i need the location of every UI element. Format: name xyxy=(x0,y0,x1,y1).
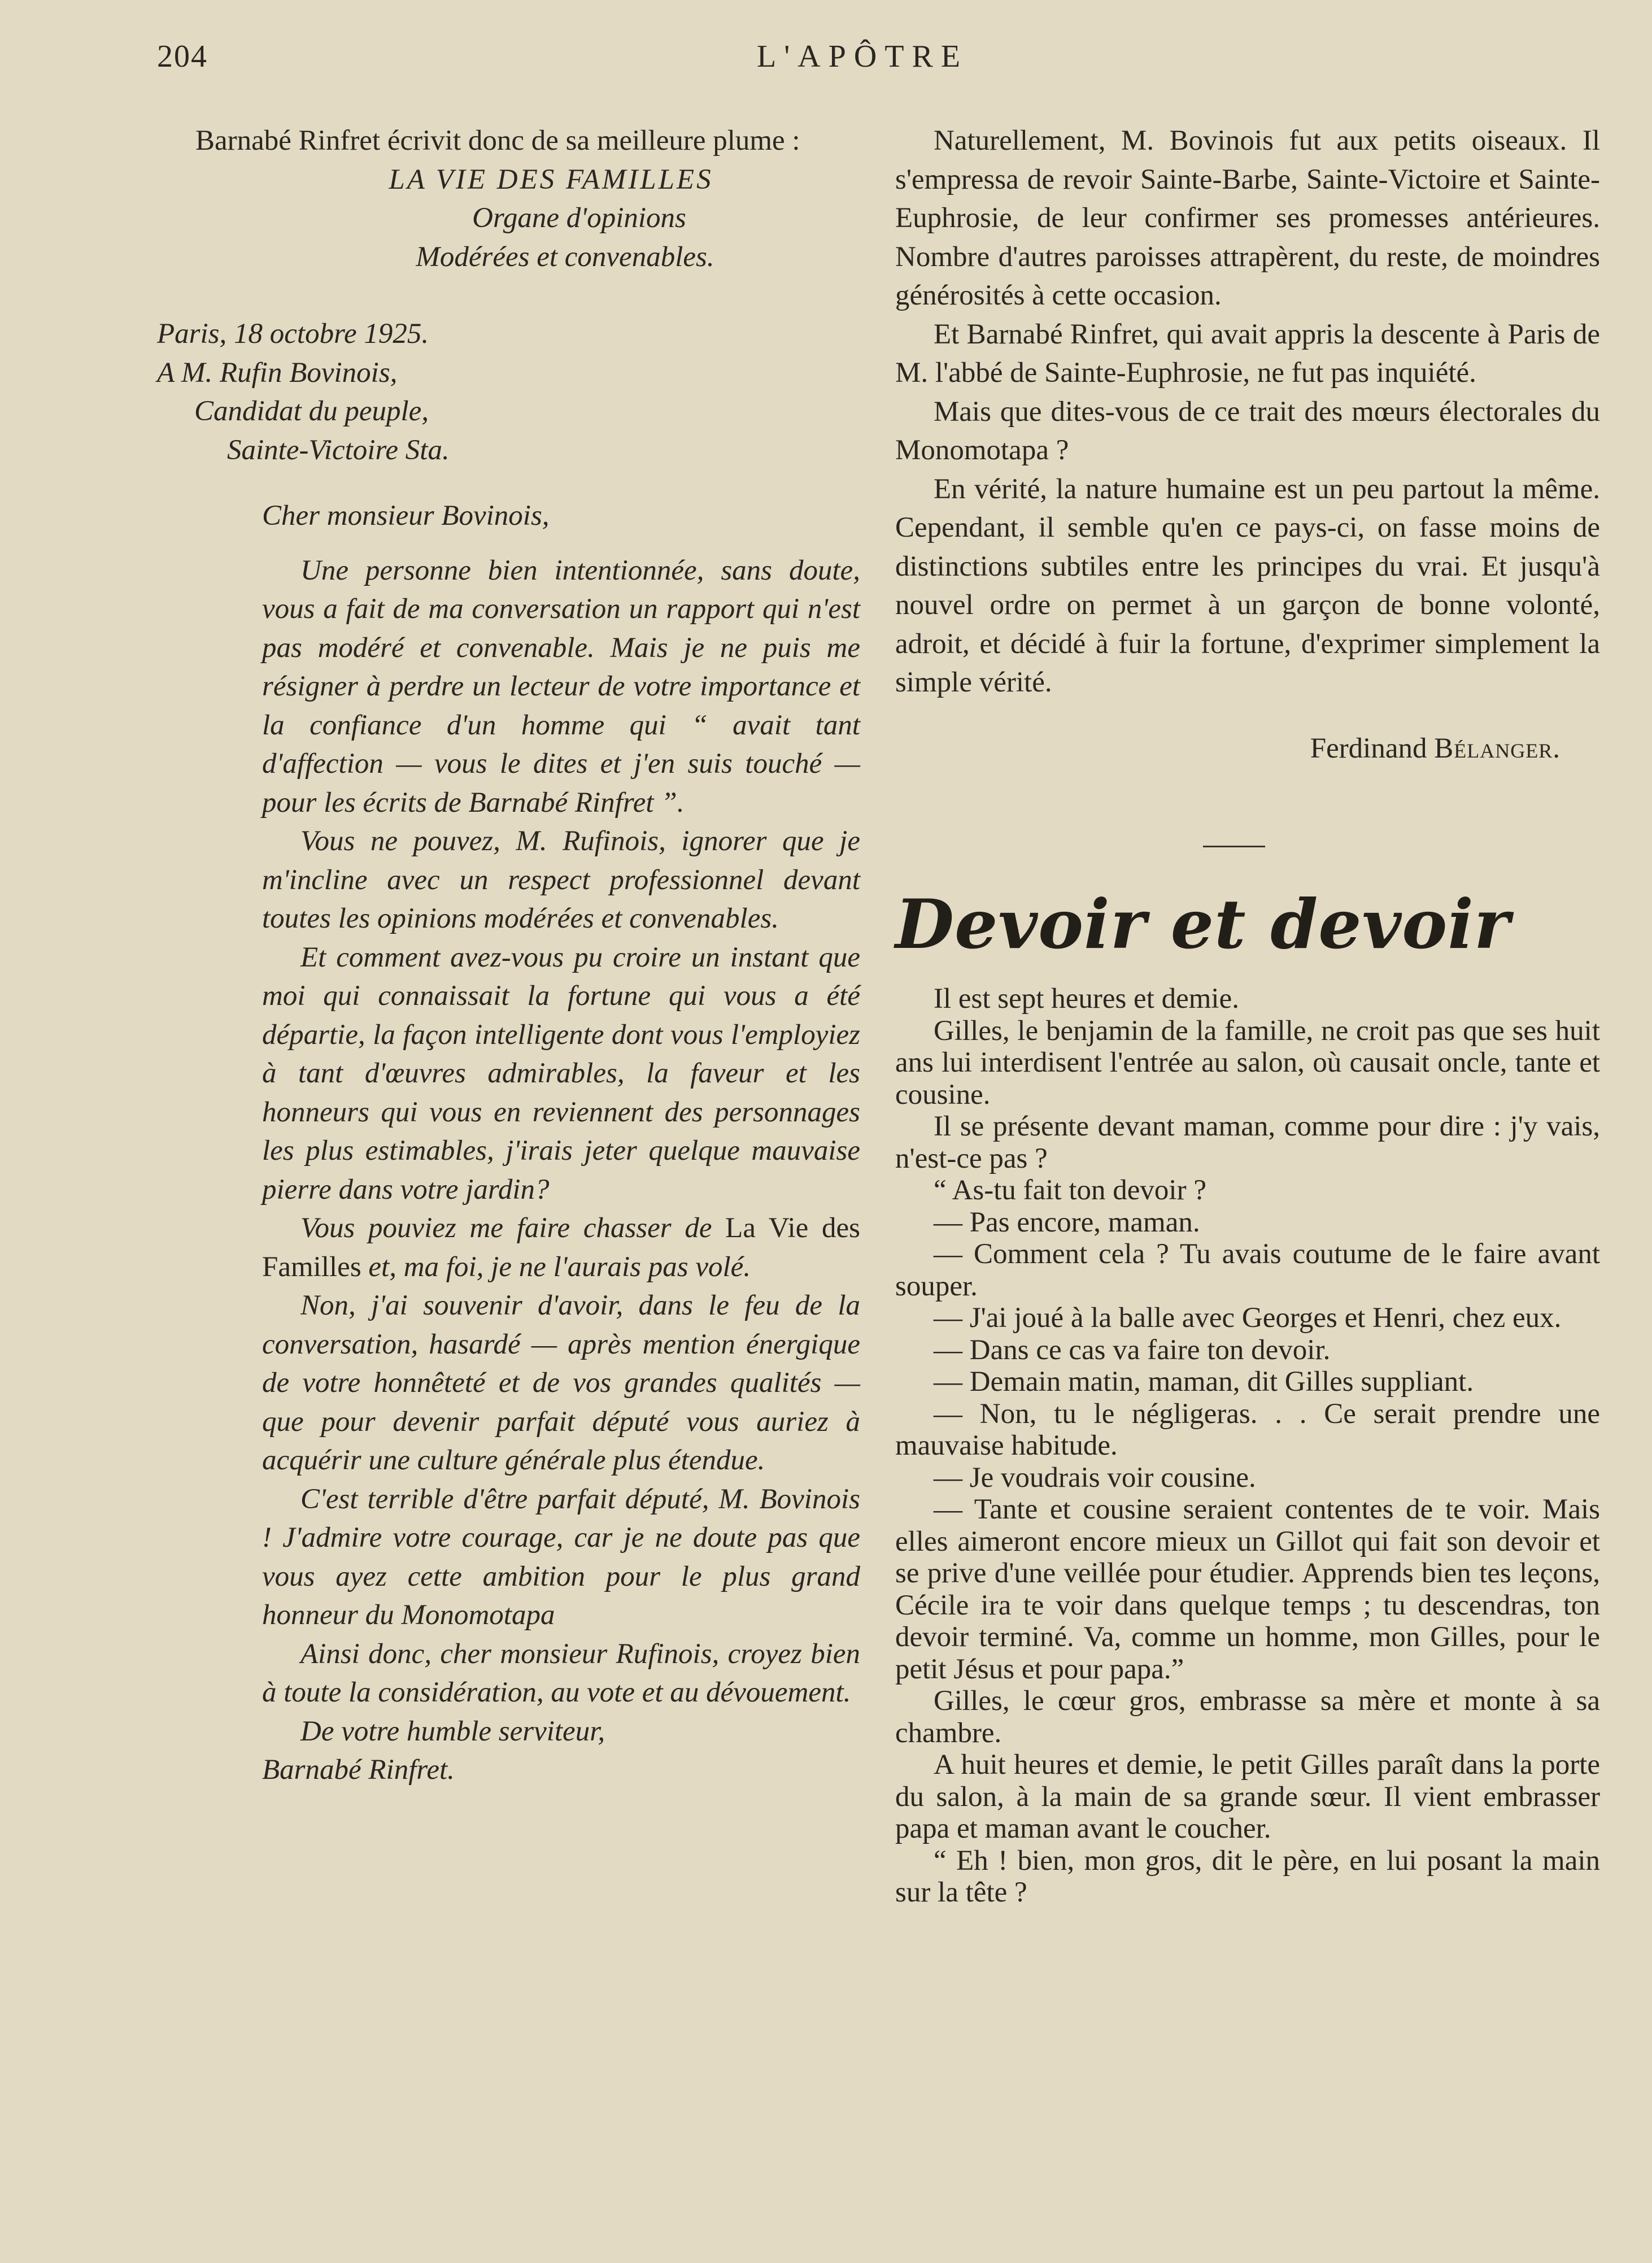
letter-paragraph: Non, j'ai souvenir d'avoir, dans le feu de la conversation, hasardé — après mention énergique de votre honnêteté et de vos grandes qualités — que pour devenir parfait député vous auriez à acquérir une culture générale plus étendue. xyxy=(262,1290,860,1476)
story-headline: Devoir et devoir xyxy=(895,885,1511,964)
letter-body xyxy=(262,551,860,1790)
letter-salutation: Cher monsieur Bovinois, xyxy=(262,500,550,532)
author-last-name: Bélanger. xyxy=(1434,732,1561,764)
newspaper-name: La Vie des Familles xyxy=(262,1212,860,1283)
masthead-title: LA VIE DES FAMILLES xyxy=(389,163,713,195)
left-column xyxy=(157,121,860,1790)
newspaper-masthead xyxy=(157,160,860,277)
author-first-name: Ferdinand xyxy=(1310,732,1435,764)
masthead-tagline: Modérées et convenables. xyxy=(416,241,714,273)
story-paragraph: Il est sept heures et demie. xyxy=(934,983,1239,1015)
journal-title: L'APÔTRE xyxy=(757,39,969,74)
story-paragraph: — Demain matin, maman, dit Gilles suppliant. xyxy=(934,1366,1474,1398)
letter-paragraph: Vous ne pouvez, M. Rufinois, ignorer que je m'incline avec un respect professionnel devant toutes les opinions modérées et convenables. xyxy=(262,825,860,934)
running-head xyxy=(0,38,1652,84)
letter-closing: De votre humble serviteur, xyxy=(300,1715,605,1747)
address-line-2: Candidat du peuple, xyxy=(194,395,429,427)
letter-text: et, ma foi, je ne l'aurais pas volé. xyxy=(361,1251,751,1283)
letter-date: Paris, 18 octobre 1925. xyxy=(157,318,429,350)
masthead-subtitle: Organe d'opinions xyxy=(472,202,686,234)
letter-signature: Barnabé Rinfret. xyxy=(262,1754,455,1786)
page-number: 204 xyxy=(157,39,208,74)
story-paragraph: — Pas encore, maman. xyxy=(934,1206,1200,1238)
article-paragraph: Naturellement, M. Bovinois fut aux petits oiseaux. Il s'empressa de revoir Sainte-Barbe, Sainte-Victoire et Sainte-Euphrosie, de leur confirmer ses promesses antérieures. Nombre d'autres paroisses attrapèrent, du reste, de moindres générosités à cette occasion. xyxy=(895,125,1600,311)
story-paragraph: Gilles, le benjamin de la famille, ne croit pas que ses huit ans lui interdisent l'entrée au salon, où causait oncle, tante et cousine. xyxy=(895,1015,1600,1111)
intro-paragraph: Barnabé Rinfret écrivit donc de sa meilleure plume : xyxy=(195,125,800,156)
story-paragraph: “ As-tu fait ton devoir ? xyxy=(934,1174,1206,1206)
story-paragraph: — Dans ce cas va faire ton devoir. xyxy=(934,1334,1331,1366)
author-byline xyxy=(895,729,1600,768)
article-paragraph: Mais que dites-vous de ce trait des mœurs électorales du Monomotapa ? xyxy=(895,395,1600,466)
story-paragraph: — Non, tu le négligeras. . . Ce serait prendre une mauvaise habitude. xyxy=(895,1398,1600,1461)
story-paragraph: — Tante et cousine seraient contentes de te voir. Mais elles aimeront encore mieux un Gillot qui fait son devoir et se prive d'une veillée pour étudier. Apprends bien tes leçons, Cécile ira te voir dans quelque temps ; tu descendras, ton devoir terminé. Va, comme un homme, mon Gilles, pour le petit Jésus et pour papa.” xyxy=(895,1494,1600,1685)
article-paragraph: Et Barnabé Rinfret, qui avait appris la descente à Paris de M. l'abbé de Sainte-Euphrosie, ne fut pas inquiété. xyxy=(895,318,1600,389)
address-line-3: Sainte-Victoire Sta. xyxy=(227,434,450,466)
story-paragraph: A huit heures et demie, le petit Gilles paraît dans la porte du salon, à la main de sa grande sœur. Il vient embrasser papa et maman avant le coucher. xyxy=(895,1749,1600,1844)
story-paragraph: Gilles, le cœur gros, embrasse sa mère et monte à sa chambre. xyxy=(895,1685,1600,1749)
letter-paragraph: Ainsi donc, cher monsieur Rufinois, croyez bien à toute la considération, au vote et au dévouement. xyxy=(262,1638,860,1708)
right-column xyxy=(895,121,1600,1909)
letter-paragraph xyxy=(262,1209,860,1286)
story-paragraph: — J'ai joué à la balle avec Georges et Henri, chez eux. xyxy=(934,1302,1562,1334)
story-paragraph: — Je voudrais voir cousine. xyxy=(934,1461,1256,1494)
section-divider xyxy=(1203,846,1265,847)
story-paragraph: — Comment cela ? Tu avais coutume de le faire avant souper. xyxy=(895,1238,1600,1302)
story-paragraph: “ Eh ! bien, mon gros, dit le père, en lui posant la main sur la tête ? xyxy=(895,1844,1600,1908)
article-paragraph: En vérité, la nature humaine est un peu partout la même. Cependant, il semble qu'en ce pays-ci, on fasse moins de distinctions subtiles entre les principes du vrai. Et jusqu'à nouvel ordre on permet à un garçon de bonne volonté, adroit, et décidé à fuir la fortune, d'exprimer simplement la simple vérité. xyxy=(895,473,1600,698)
address-line-1: A M. Rufin Bovinois, xyxy=(157,356,398,389)
letter-paragraph: C'est terrible d'être parfait député, M. Bovinois ! J'admire votre courage, car je ne doute pas que vous ayez cette ambition pour le plus grand honneur du Monomotapa xyxy=(262,1483,860,1631)
story-paragraph: Il se présente devant maman, comme pour dire : j'y vais, n'est-ce pas ? xyxy=(895,1111,1600,1174)
letter-text: Vous pouviez me faire chasser de xyxy=(300,1212,726,1244)
story-body xyxy=(895,983,1600,1909)
letter-paragraph: Et comment avez-vous pu croire un instant que moi qui connaissait la fortune qui vous a été départie, la façon intelligente dont vous l'employiez à tant d'œuvres admirables, la faveur et les honneurs qui vous en reviennent des personnages les plus estimables, j'irais jeter quelque mauvaise pierre dans votre jardin? xyxy=(262,941,860,1206)
letter-paragraph: Une personne bien intentionnée, sans doute, vous a fait de ma conversation un rapport qui n'est pas modéré et convenable. Mais je ne puis me résigner à perdre un lecteur de votre importance et la confiance d'un homme qui “ avait tant d'affection — vous le dites et j'en suis touché — pour les écrits de Barnabé Rinfret ”. xyxy=(262,554,860,819)
